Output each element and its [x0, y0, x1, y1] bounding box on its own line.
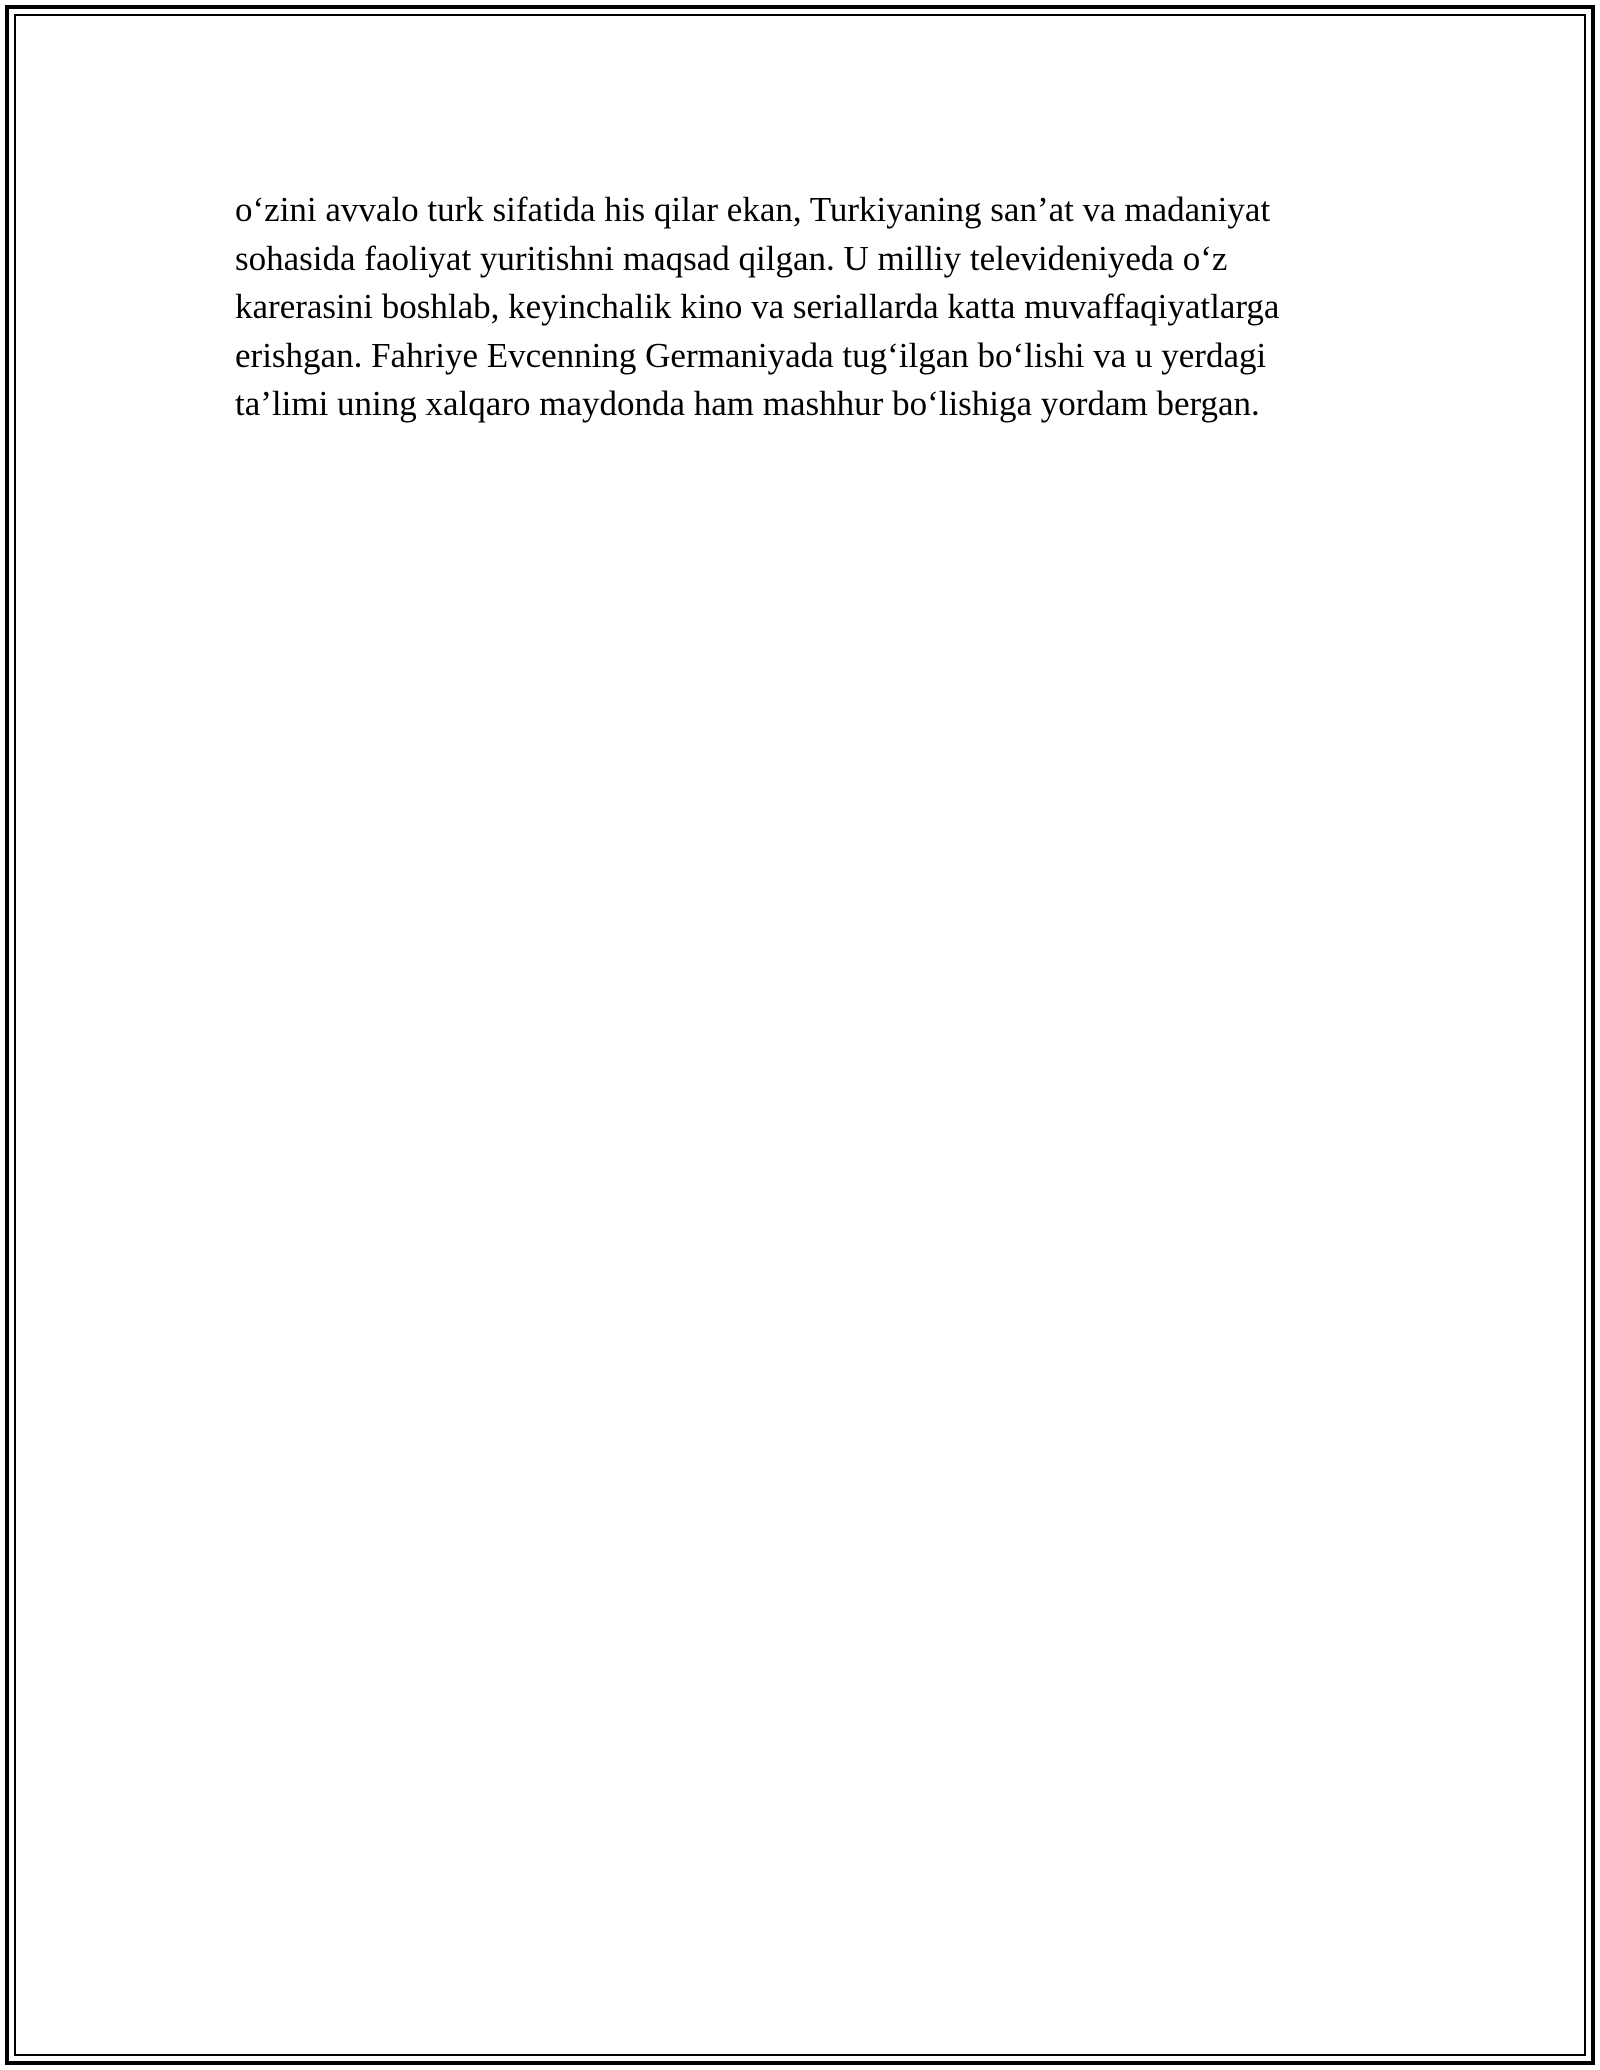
paragraph-line: o‘zini avvalo turk sifatida his qilar ekan, Turkiyaning san’at va madaniyat [235, 190, 1271, 229]
body-paragraph [235, 186, 1365, 429]
paragraph-line: ta’limi uning xalqaro maydonda ham mashhur bo‘lishiga yordam bergan. [235, 384, 1260, 423]
paragraph-line: erishgan. Fahriye Evcenning Germaniyada tug‘ilgan bo‘lishi va u yerdagi [235, 335, 1267, 375]
paragraph-line: sohasida faoliyat yuritishni maqsad qilgan. U milliy televideniyeda o‘z [235, 238, 1228, 278]
paragraph-line: karerasini boshlab, keyinchalik kino va seriallarda katta muvaffaqiyatlarga [235, 287, 1280, 326]
